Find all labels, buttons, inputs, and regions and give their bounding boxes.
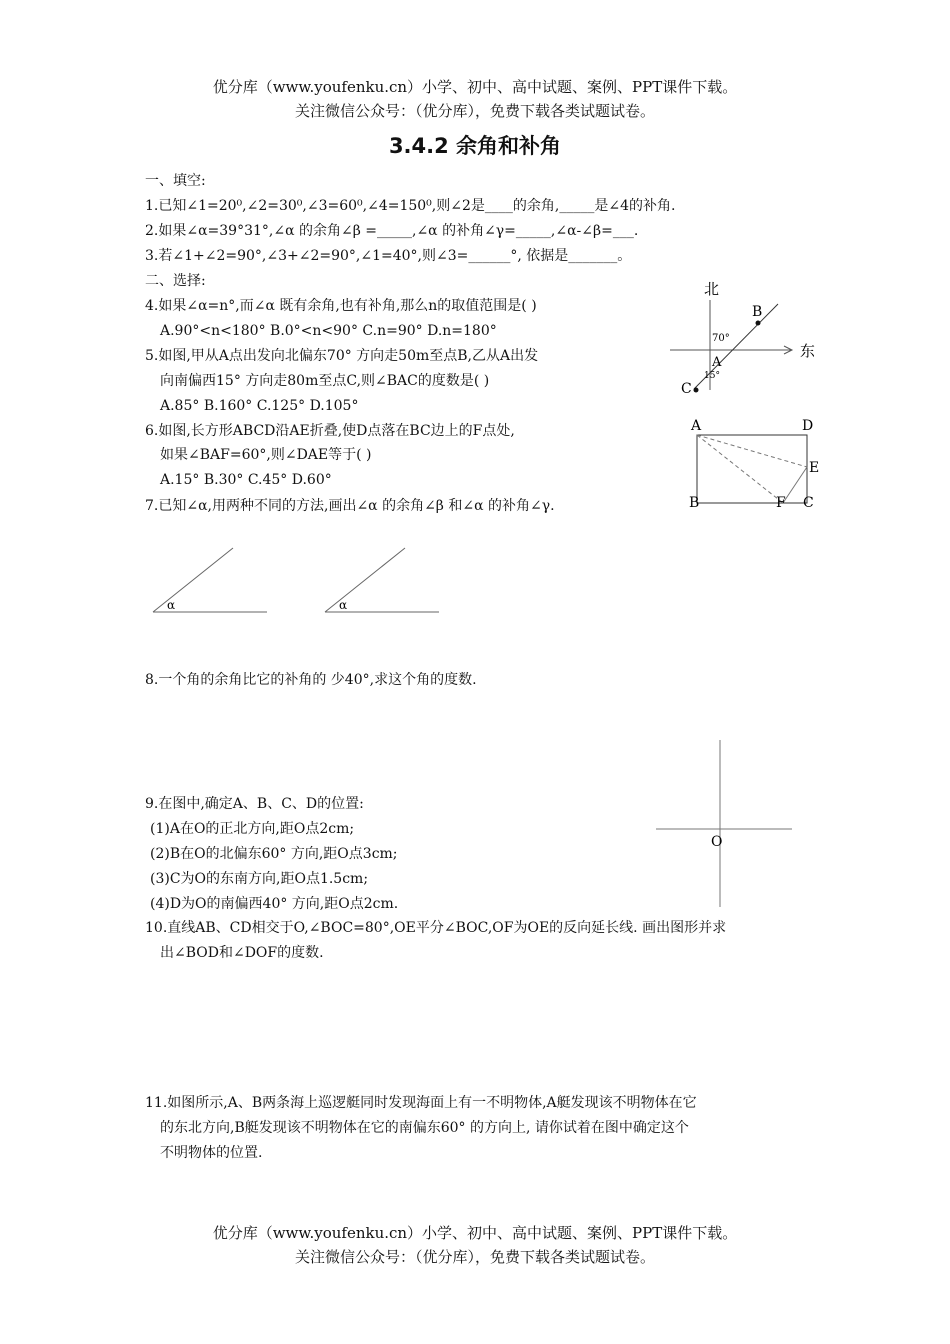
label-b: B <box>752 304 763 320</box>
header-line-1: 优分库（www.youfenku.cn）小学、初中、高中试题、案例、PPT课件下载。 <box>212 78 738 96</box>
question-11-line-2: 的东北方向,B艇发现该不明物体在它的南偏东60° 的方向上, 请你试着在图中确定这个 <box>160 1120 689 1136</box>
figure-q7-angles <box>145 540 445 620</box>
label-a: A <box>691 418 702 434</box>
label-north: 北 <box>704 280 720 298</box>
footer-line-2: 关注微信公众号：（优分库），免费下载各类试题试卷。 <box>294 1248 655 1266</box>
point-b <box>756 321 761 326</box>
angle-1-side <box>153 548 233 612</box>
section-choice: 二、选择: <box>145 273 206 289</box>
question-8: 8.一个角的余角比它的补角的 少40°,求这个角的度数. <box>145 672 477 688</box>
rectangle-abcd <box>697 435 807 503</box>
line-af <box>697 435 783 503</box>
section-fill-in: 一、填空: <box>145 173 206 189</box>
angle-2-alpha: α <box>339 598 348 612</box>
question-5-line-2: 向南偏西15° 方向走80m至点C,则∠BAC的度数是( ) <box>160 373 490 389</box>
question-10-line-2: 出∠BOD和∠DOF的度数. <box>160 945 324 961</box>
angle-2-side <box>325 548 405 612</box>
question-5-line-1: 5.如图,甲从A点出发向北偏东70° 方向走50m至点B,乙从A出发 <box>145 348 539 364</box>
footer-line-1: 优分库（www.youfenku.cn）小学、初中、高中试题、案例、PPT课件下载。 <box>212 1224 738 1242</box>
question-9: 9.在图中,确定A、B、C、D的位置: <box>145 796 364 812</box>
label-c: C <box>681 381 692 397</box>
question-9-item-1: (1)A在O的正北方向,距O点2cm; <box>150 821 355 837</box>
label-c: C <box>803 495 814 511</box>
question-4: 4.如果∠α=n°,而∠α 既有余角,也有补角,那么n的取值范围是( ) <box>145 298 537 314</box>
label-b: B <box>689 495 700 511</box>
angle-1-alpha: α <box>167 598 176 612</box>
label-f: F <box>776 495 786 511</box>
question-7: 7.已知∠α,用两种不同的方法,画出∠α 的余角∠β 和∠α 的补角∠γ. <box>145 498 555 514</box>
figure-q5-directions <box>660 280 830 405</box>
fold-line-ae <box>697 435 807 467</box>
label-angle-15: 15° <box>704 371 720 381</box>
question-2: 2.如果∠α=39°31°,∠α 的余角∠β =_____,∠α 的补角∠γ=_____,∠α-∠β=___. <box>145 223 639 239</box>
label-a: A <box>712 355 722 370</box>
question-6-line-2: 如果∠BAF=60°,则∠DAE等于( ) <box>160 447 372 463</box>
question-9-item-4: (4)D为O的南偏西40° 方向,距O点2cm. <box>150 896 399 912</box>
header-line-2: 关注微信公众号：（优分库），免费下载各类试题试卷。 <box>294 102 655 120</box>
question-11-line-3: 不明物体的位置. <box>160 1145 263 1161</box>
question-3: 3.若∠1+∠2=90°,∠3+∠2=90°,∠1=40°,则∠3=______°, 依据是_______。 <box>145 248 632 264</box>
point-c <box>694 388 699 393</box>
label-o: O <box>711 834 723 850</box>
question-1: 1.已知∠1=20⁰,∠2=30⁰,∠3=60⁰,∠4=150⁰,则∠2是____的余角,_____是∠4的补角. <box>145 198 676 214</box>
question-9-item-3: (3)C为O的东南方向,距O点1.5cm; <box>150 871 369 887</box>
figure-q9-cross <box>650 735 800 910</box>
label-e: E <box>809 460 820 476</box>
question-6-options: A.15° B.30° C.45° D.60° <box>160 472 332 488</box>
page-title: 3.4.2 余角和补角 <box>388 134 562 158</box>
label-d: D <box>802 418 814 434</box>
question-5-options: A.85° B.160° C.125° D.105° <box>160 398 359 414</box>
question-11-line-1: 11.如图所示,A、B两条海上巡逻艇同时发现海面上有一不明物体,A艇发现该不明物体在它 <box>145 1095 697 1111</box>
question-10-line-1: 10.直线AB、CD相交于O,∠BOC=80°,OE平分∠BOC,OF为OE的反向延长线. 画出图形并求 <box>145 920 727 936</box>
figure-q6-rectangle <box>685 415 825 515</box>
question-9-item-2: (2)B在O的北偏东60° 方向,距O点3cm; <box>150 846 398 862</box>
question-4-options: A.90°<n<180° B.0°<n<90° C.n=90° D.n=180° <box>160 323 497 339</box>
label-angle-70: 70° <box>712 333 730 344</box>
question-6-line-1: 6.如图,长方形ABCD沿AE折叠,使D点落在BC边上的F点处, <box>145 423 515 439</box>
label-east: 东 <box>800 342 816 360</box>
